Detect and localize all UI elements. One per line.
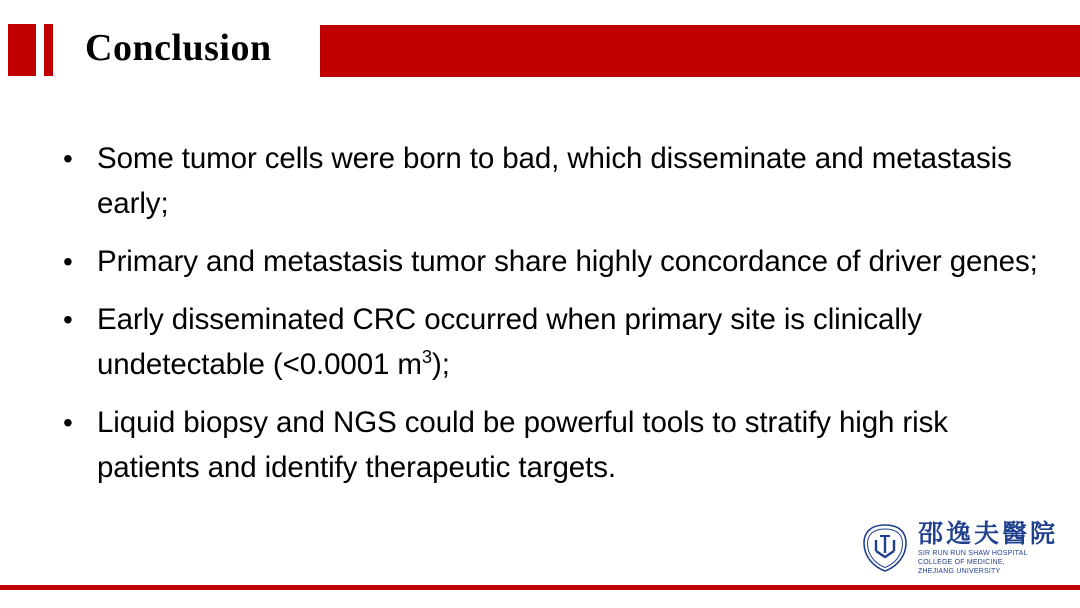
hospital-name-en-line3: ZHEJIANG UNIVERSITY — [917, 567, 1001, 575]
bullet-text-sup: 3 — [421, 346, 432, 368]
bullet-marker: • — [63, 407, 73, 438]
bullet-marker: • — [63, 304, 73, 335]
bullet-text — [97, 400, 1045, 490]
page-title: Conclusion — [85, 27, 272, 69]
bullet-text — [97, 239, 1045, 284]
hospital-name-cn: 邵逸夫醫院 — [917, 520, 1058, 548]
hospital-logo-text — [918, 521, 1058, 576]
list-item — [55, 400, 1045, 490]
slide-header — [0, 0, 1080, 105]
bullet-text — [97, 136, 1045, 226]
bullet-list — [55, 136, 1045, 503]
bullet-text-pre: Primary and metastasis tumor share highly concordance of driver genes; — [97, 245, 1038, 278]
list-item — [55, 297, 1045, 387]
hospital-crest-icon — [861, 523, 909, 573]
list-item — [55, 136, 1045, 226]
bullet-text-post: ); — [431, 348, 450, 381]
hospital-name-en-line1: SIR RUN RUN SHAW HOSPITAL — [917, 549, 1028, 557]
header-red-band — [320, 25, 1080, 77]
hospital-name-en-line2: COLLEGE OF MEDICINE, — [917, 558, 1005, 566]
bullet-marker: • — [63, 246, 73, 277]
bullet-text — [97, 297, 1045, 387]
list-item — [55, 239, 1045, 284]
footer-red-line — [0, 585, 1080, 590]
bullet-text-pre: Early disseminated CRC occurred when primary site is clinically undetectable (<0.0001 m — [97, 303, 922, 381]
title-accent-bar — [44, 24, 53, 76]
title-accent-block — [8, 24, 36, 76]
hospital-logo — [861, 521, 1058, 575]
bullet-marker: • — [63, 143, 73, 174]
bullet-text-pre: Liquid biopsy and NGS could be powerful tools to stratify high risk patients and identify therapeutic targets. — [97, 406, 948, 484]
bullet-text-pre: Some tumor cells were born to bad, which disseminate and metastasis early; — [97, 142, 1012, 220]
